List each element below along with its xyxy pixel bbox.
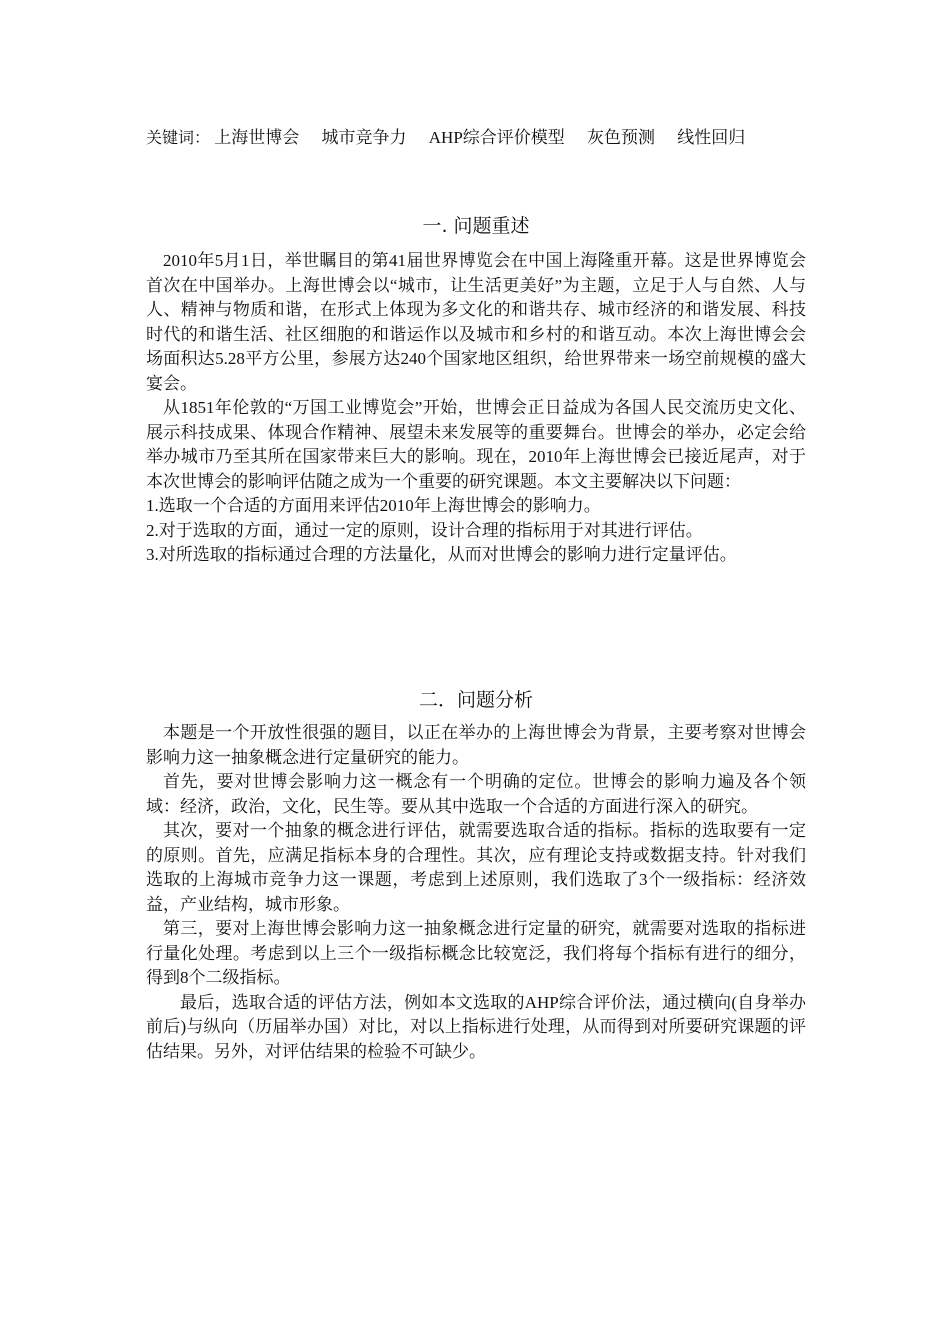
keyword-item: 上海世博会	[214, 128, 300, 147]
list-item: 2.对于选取的方面，通过一定的原则，设计合理的指标用于对其进行评估。	[146, 520, 703, 540]
paragraph: 其次，要对一个抽象的概念进行评估，就需要选取合适的指标。指标的选取要有一定的原则。首先，应满足指标本身的合理性。其次，应有理论支持或数据支持。针对我们选取的上海城市竞争力这一课题，考虑到上述原则，我们选取了3个一级指标：经济效益，产业结构，城市形象。	[146, 821, 806, 914]
keyword-item: AHP综合评价模型	[428, 128, 565, 147]
keyword-item: 灰色预测	[587, 128, 656, 147]
paragraph: 最后，选取合适的评估方法，例如本文选取的AHP综合评价法，通过横向(自身举办前后)与纵向（历届举办国）对比，对以上指标进行处理，从而得到对所要研究课题的评估结果。另外，对评估结果的检验不可缺少。	[146, 992, 806, 1061]
paragraph: 本题是一个开放性很强的题目，以正在举办的上海世博会为背景，主要考察对世博会影响力这一抽象概念进行定量研究的能力。	[146, 723, 806, 767]
paragraph: 第三，要对上海世博会影响力这一抽象概念进行定量的研究，就需要对选取的指标进行量化处理。考虑到以上三个一级指标概念比较宽泛，我们将每个指标有进行的细分，得到8个二级指标。	[146, 919, 806, 987]
section-2-body	[146, 721, 806, 1064]
keywords-line	[146, 125, 826, 151]
section-1-body	[146, 249, 806, 568]
list-item: 3.对所选取的指标通过合理的方法量化，从而对世博会的影响力进行定量评估。	[146, 545, 737, 564]
keyword-item: 城市竞争力	[321, 128, 407, 147]
keyword-item: 线性回归	[677, 128, 746, 147]
list-item: 1.选取一个合适的方面用来评估2010年上海世博会的影响力。	[146, 496, 601, 515]
paragraph: 首先，要对世博会影响力这一概念有一个明确的定位。世博会的影响力遍及各个领域：经济，政治，文化，民生等。要从其中选取一个合适的方面进行深入的研究。	[146, 772, 806, 816]
section-1-heading: 一. 问题重述	[422, 215, 530, 237]
paragraph: 2010年5月1日，举世瞩目的第41届世界博览会在中国上海隆重开幕。这是世界博览会首次在中国举办。上海世博会以“城市，让生活更美好”为主题，立足于人与自然、人与人、精神与物质和谐，在形式上体现为多文化的和谐共存、城市经济的和谐发展、科技时代的和谐生活、社区细胞的和谐运作以及城市和乡村的和谐互动。本次上海世博会会场面积达5.28平方公里，参展方达240个国家地区组织，给世界带来一场空前规模的盛大宴会。	[146, 251, 806, 393]
paragraph: 从1851年伦敦的“万国工业博览会”开始，世博会正日益成为各国人民交流历史文化、展示科技成果、体现合作精神、展望未来发展等的重要舞台。世博会的举办，必定会给举办城市乃至其所在国家带来巨大的影响。现在，2010年上海世博会已接近尾声，对于本次世博会的影响评估随之成为一个重要的研究课题。本文主要解决以下问题：	[146, 398, 806, 491]
section-2-heading: 二．问题分析	[418, 689, 533, 711]
keywords-label: 关键词：	[146, 128, 211, 147]
